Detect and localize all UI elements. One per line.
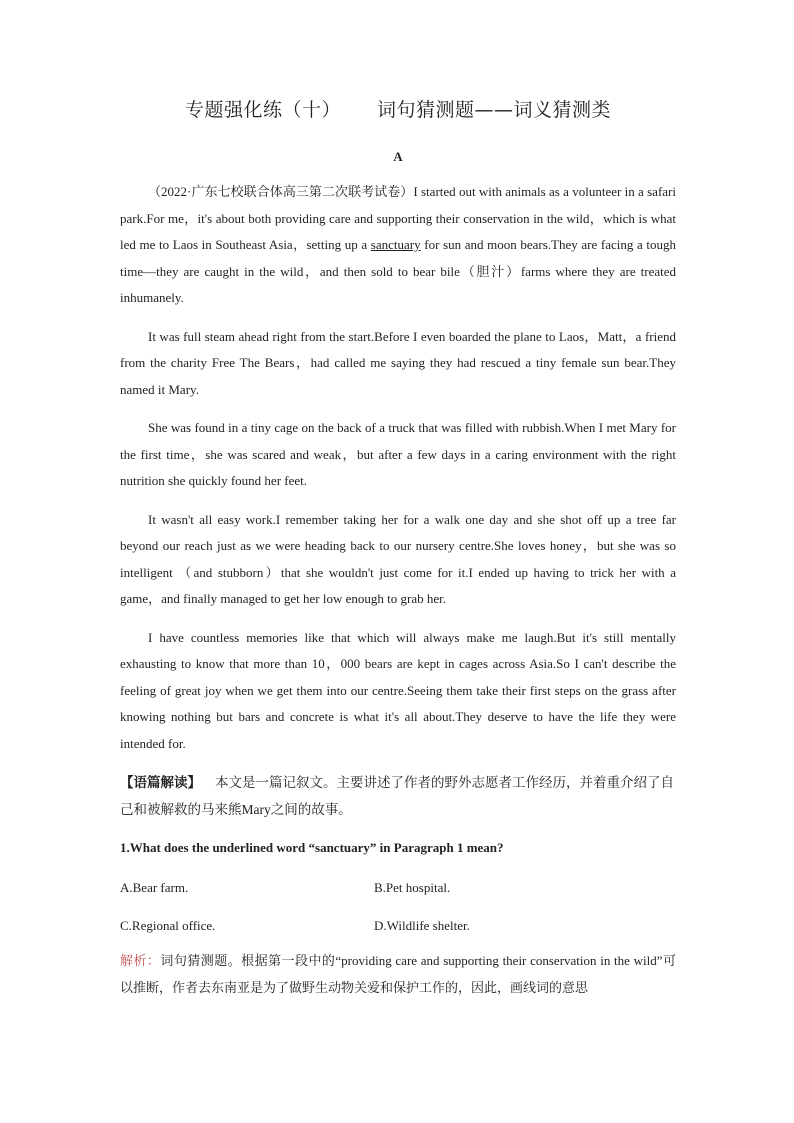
paragraph-5: I have countless memories like that which will always make me laugh.But it's still mentally exhausting to know that more than 10，000 bears are kept in cages across Asia.So I can't describe the feeling of great joy when we get them into our centre.Seeing them take their first steps on the grass after knowing nothing but bars and concrete is what it's all about.They deserve to have the life they were intended for. bbox=[120, 629, 676, 751]
option-d: D.Wildlife shelter. bbox=[374, 918, 470, 933]
answer-options bbox=[120, 875, 676, 939]
option-c: C.Regional office. bbox=[120, 918, 216, 933]
underlined-word: sanctuary bbox=[370, 237, 421, 252]
analysis-text: 词句猜测题。根据第一段中的“providing care and supporting their conservation in the wild”可以推断，作者去东南亚是为了做野生动物关爱和保护工作的，因此，画线词的意思 bbox=[120, 953, 676, 995]
title-topic: 词句猜测题——词义猜测类 bbox=[377, 99, 612, 121]
reading-summary bbox=[120, 769, 676, 823]
paragraph-1 bbox=[120, 179, 676, 312]
section-label: A bbox=[393, 149, 403, 164]
page-title bbox=[120, 95, 676, 122]
document-page bbox=[120, 95, 676, 1001]
title-series: 专题强化练（十） bbox=[184, 99, 341, 121]
paragraph-1-start: （2022·广东七校联合体高三第二次联考试卷）I started out with animals as a volunteer in a safari park.For me，it's about both providing care and supporting their conservation in the wild，which is what led me to Laos in Southeast Asia，setting up a bbox=[120, 184, 676, 252]
paragraph-2: It was full steam ahead right from the start.Before I even boarded the plane to Laos，Matt，a friend from the charity Free The Bears，had called me saying they had rescued a tiny female sun bear.They named it Mary. bbox=[120, 328, 676, 397]
paragraph-3: She was found in a tiny cage on the back of a truck that was filled with rubbish.When I met Mary for the first time，she was scared and weak，but after a few days in a caring environment with the right nutrition she quickly found her feet. bbox=[120, 420, 676, 488]
reading-text: 本文是一篇记叙文。主要讲述了作者的野外志愿者工作经历，并着重介绍了自己和被解救的马来熊Mary之间的故事。 bbox=[120, 775, 674, 817]
question-1: 1.What does the underlined word “sanctuary” in Paragraph 1 mean? bbox=[120, 840, 504, 855]
paragraph-4: It wasn't all easy work.I remember taking her for a walk one day and she shot off up a tree far beyond our reach just as we were heading back to our nursery centre.She loves honey，but she was so intelligent （and stubborn）that she wouldn't just come for it.I ended up having to trick her with a game，and finally managed to get her low enough to grab her. bbox=[120, 511, 676, 606]
reading-label: 【语篇解读】 bbox=[120, 775, 201, 790]
analysis bbox=[120, 947, 676, 1001]
option-b: B.Pet hospital. bbox=[374, 880, 451, 895]
analysis-label: 解析： bbox=[120, 953, 161, 968]
option-a: A.Bear farm. bbox=[120, 880, 189, 895]
paragraph-1-end: for sun and moon bears.They are facing a tough time—they are caught in the wild，and then sold to bear bile（胆汁）farms where they are treated inhumanely. bbox=[120, 237, 676, 305]
